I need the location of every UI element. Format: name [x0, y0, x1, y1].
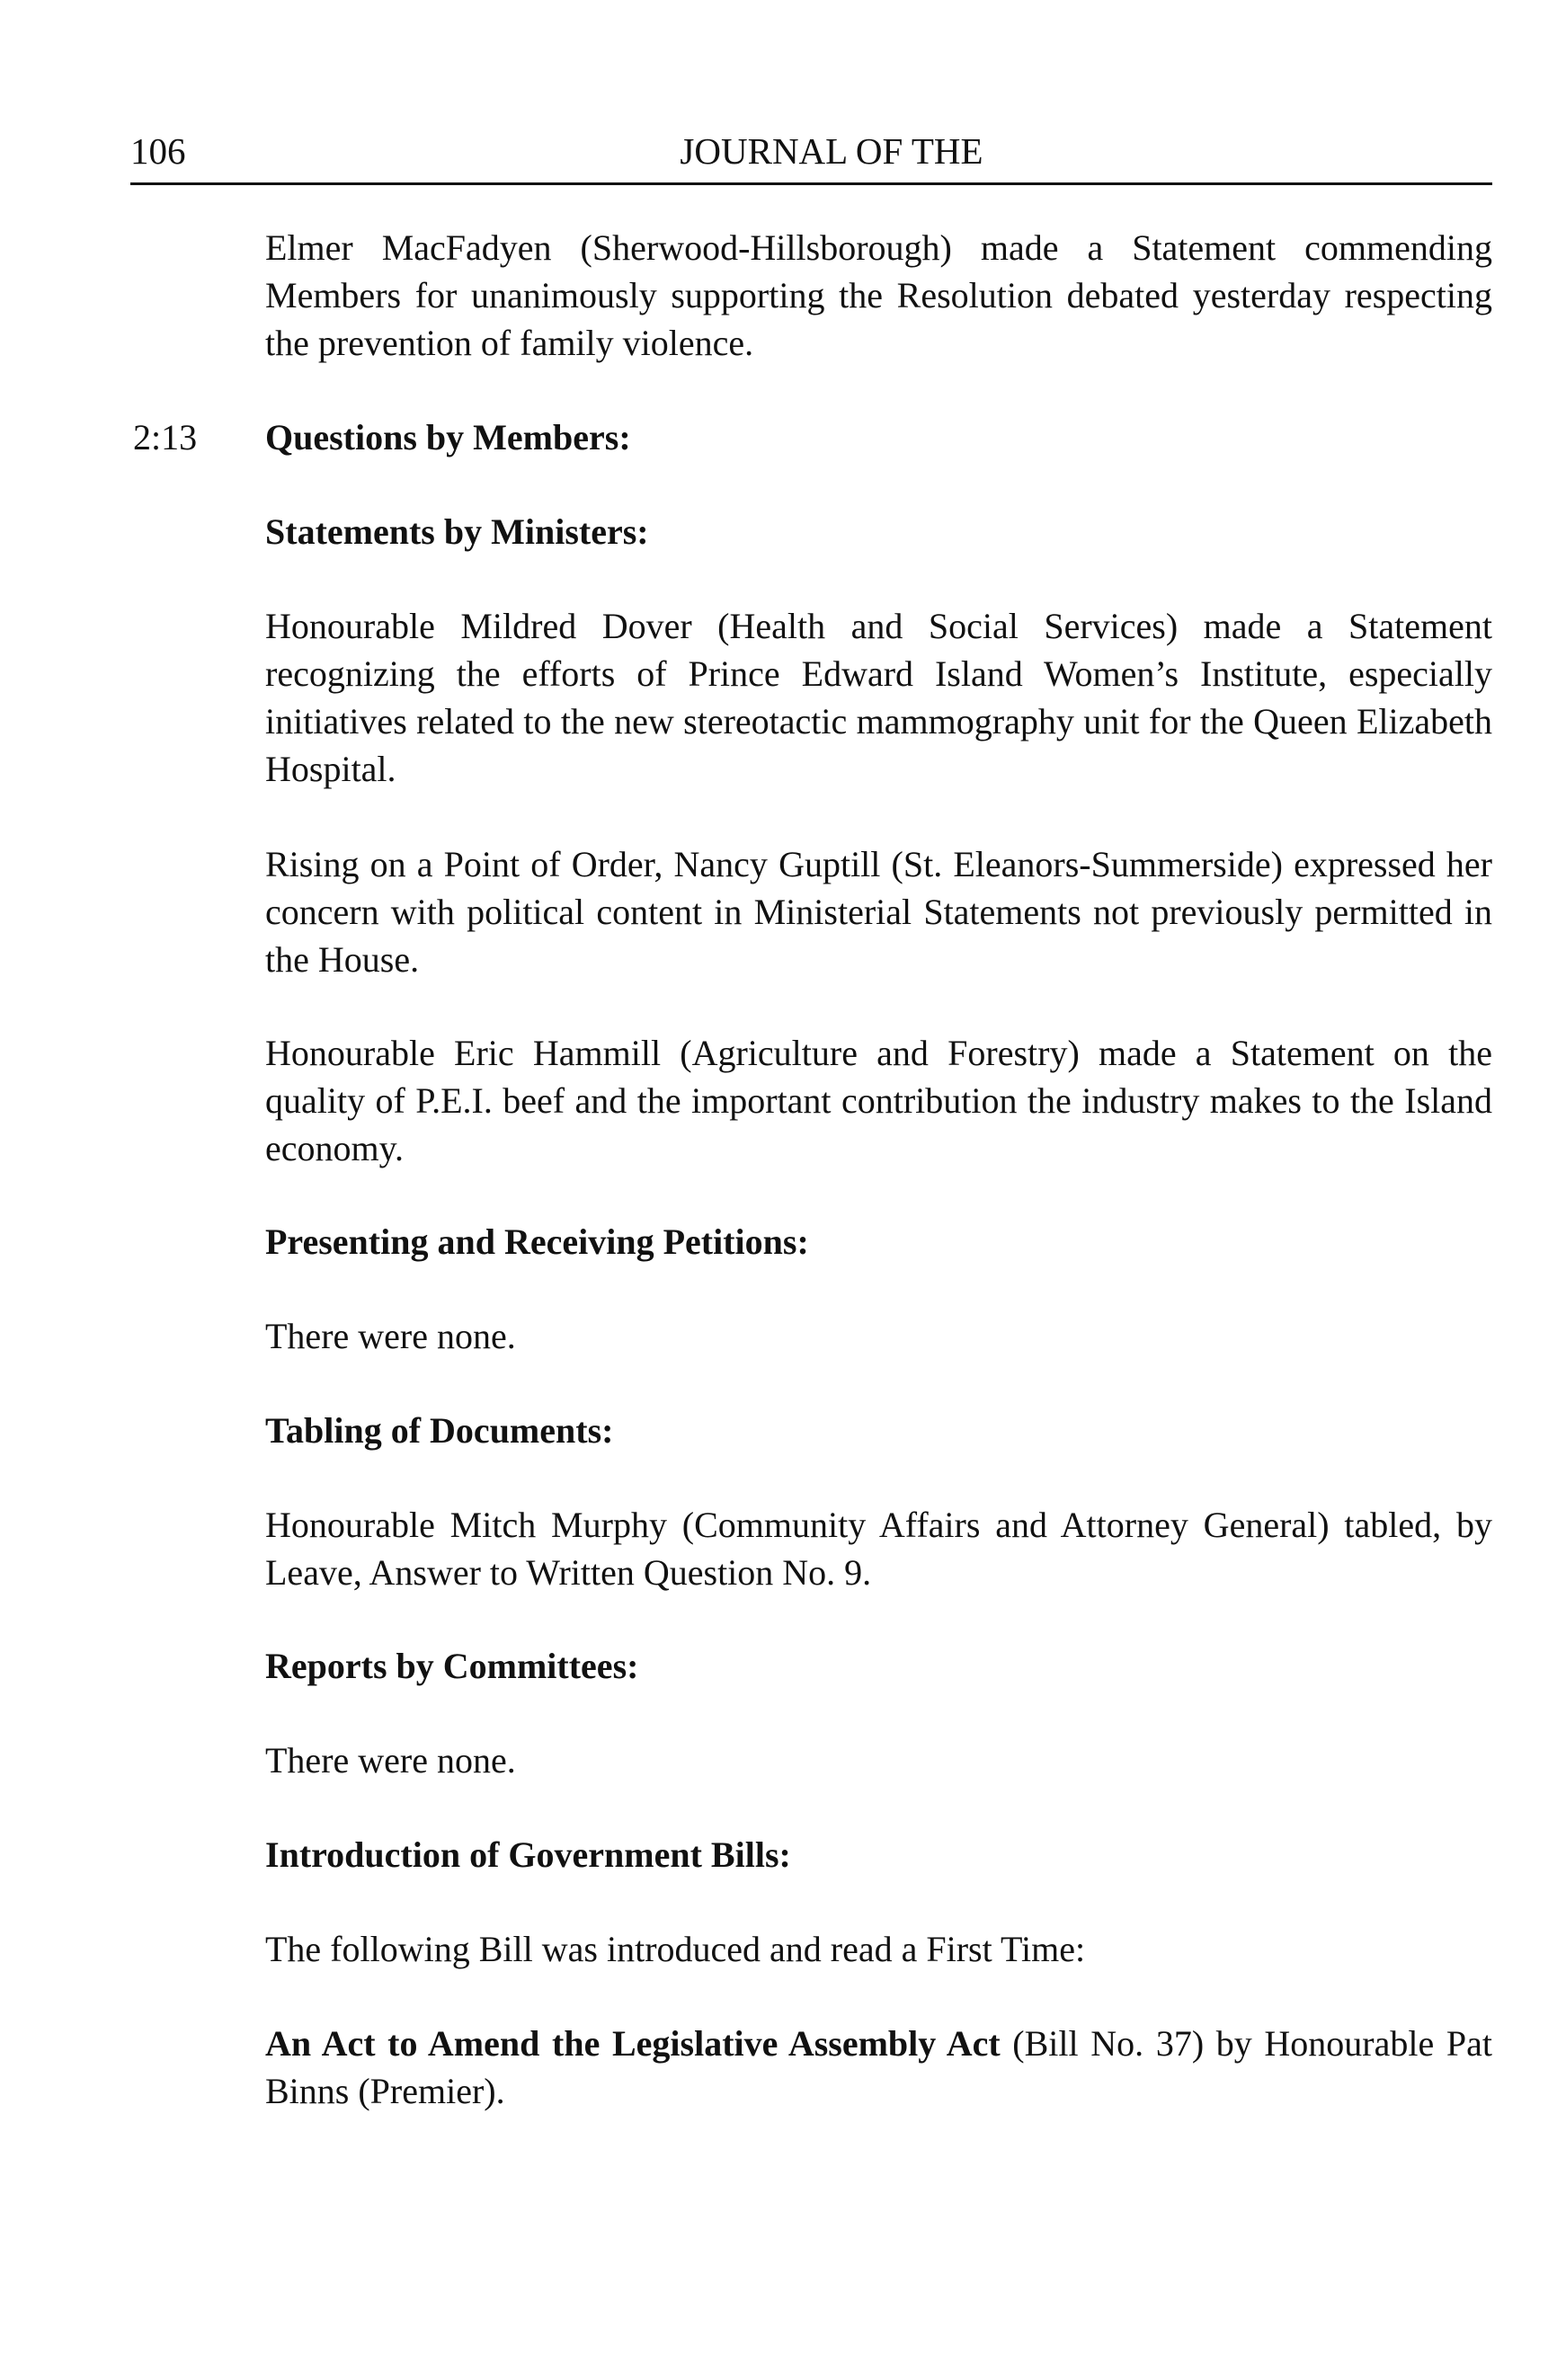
header-rule — [130, 182, 1492, 185]
paragraph-committees-none: There were none. — [265, 1740, 516, 1781]
heading-reports-by-committees: Reports by Committees: — [265, 1646, 639, 1686]
paragraph-dover-statement: Honourable Mildred Dover (Health and Social Services) made a Statement recognizing the efforts of Prince Edward Island Women’s Institute, especially initiatives related to the new stereotactic mammography unit for the Queen Elizabeth Hospital. — [265, 606, 1492, 789]
margin-time-marker: 2:13 — [133, 417, 198, 457]
bill-title: An Act to Amend the Legislative Assembly Act — [265, 2023, 1001, 2064]
paragraph-bill-37 — [265, 2020, 1492, 2115]
heading-government-bills: Introduction of Government Bills: — [265, 1834, 791, 1875]
paragraph-petitions-none: There were none. — [265, 1316, 516, 1356]
heading-statements-by-ministers: Statements by Ministers: — [265, 511, 649, 552]
paragraph-bill-introduction: The following Bill was introduced and read a First Time: — [265, 1929, 1086, 1969]
running-title: JOURNAL OF THE — [680, 130, 983, 172]
page-number: 106 — [130, 130, 186, 172]
paragraph-guptill-point-of-order: Rising on a Point of Order, Nancy Guptill (St. Eleanors-Summerside) expressed her concern with political content in Ministerial Statements not previously permitted in the House. — [265, 844, 1492, 980]
heading-tabling-of-documents: Tabling of Documents: — [265, 1410, 614, 1451]
paragraph-hammill-statement: Honourable Eric Hammill (Agriculture and Forestry) made a Statement on the quality of P.E.I. beef and the important contribution the industry makes to the Island economy. — [265, 1033, 1492, 1168]
heading-questions-by-members: Questions by Members: — [265, 417, 631, 457]
page-header — [130, 124, 1492, 178]
paragraph-macfadyen-statement: Elmer MacFadyen (Sherwood-Hillsborough) made a Statement commending Members for unanimously supporting the Resolution debated yesterday respecting the prevention of family violence. — [265, 227, 1492, 363]
bill-details: (Bill No. 37) by Honourable Pat Binns (Premier). — [265, 2023, 1492, 2111]
heading-petitions: Presenting and Receiving Petitions: — [265, 1221, 809, 1262]
paragraph-murphy-tabling: Honourable Mitch Murphy (Community Affairs and Attorney General) tabled, by Leave, Answer to Written Question No. 9. — [265, 1505, 1492, 1593]
